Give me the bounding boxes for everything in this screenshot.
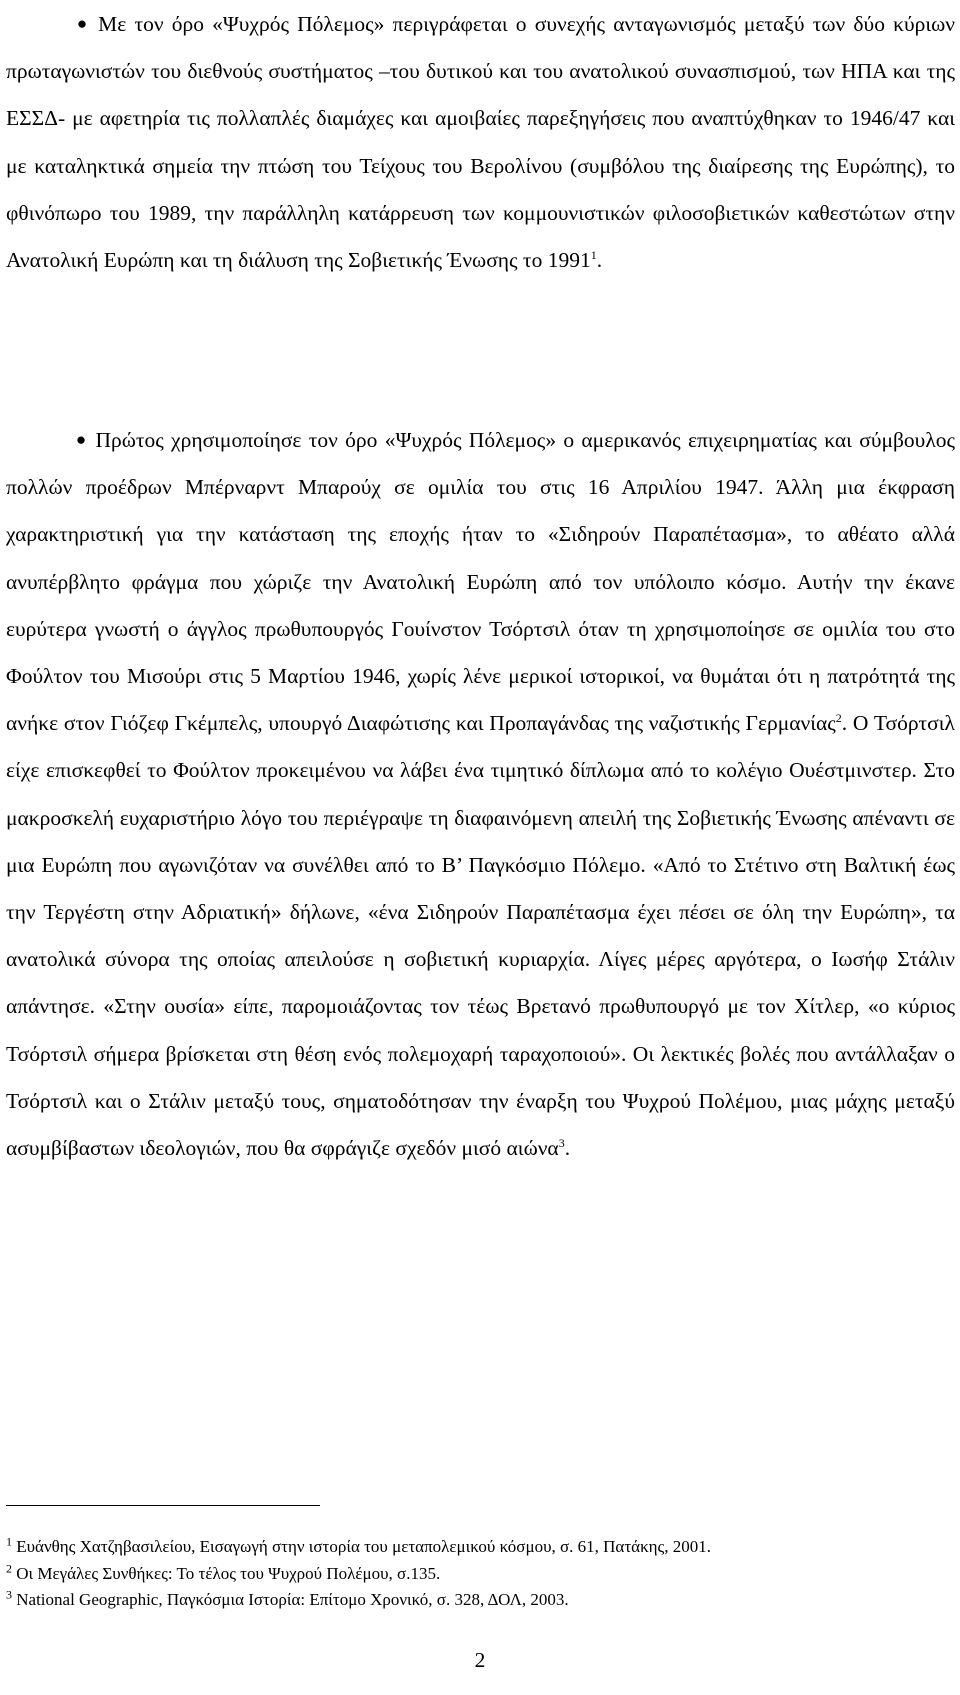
footnote-text: Οι Μεγάλες Συνθήκες: Το τέλος του Ψυχρού Πολέμου, σ.135. (16, 1563, 441, 1583)
page-number: 2 (474, 1648, 486, 1672)
paragraph-text: Με τον όρο «Ψυχρός Πόλεμος» περιγράφεται ο συνεχής ανταγωνισμός μεταξύ των δύο κύριων πρωταγωνιστών του διεθνούς συστήματος –του δυτικού και του ανατολικού συνασπισμού, των ΗΠΑ και της ΕΣΣΔ- με αφετηρία τις πολλαπλές διαμάχες και αμοιβαίες παρεξηγήσεις που αναπτύχθηκαν το 1946/47 και με καταληκτικά σημεία την πτώση του Τείχους του Βερολίνου (συμβόλου της διαίρεσης της Ευρώπης), το φθινόπωρο του 1989, την παράλληλη κατάρρευση των κομμουνιστικών φιλοσοβιετικών καθεστώτων στην Ανατολική Ευρώπη και τη διάλυση της Σοβιετικής Ένωσης το 1991 (6, 12, 956, 273)
footnote-reference: 1 (590, 247, 597, 262)
footnote (6, 1534, 955, 1561)
footnote-text: National Geographic, Παγκόσμια Ιστορία: Επίτομο Χρονικό, σ. 328, ΔΟΛ, 2003. (16, 1590, 569, 1609)
paragraph-term-origin (6, 416, 955, 1172)
bullet-icon: ● (74, 430, 89, 449)
paragraph-text-continued: . Ο Τσόρτσιλ είχε επισκεφθεί το Φούλτον προκειμένου να λάβει ένα τιμητικό δίπλωμα από το κολέγιο Ουέστμινστερ. Στο μακροσκελή ευχαριστήριο λόγο του περιέγραψε τη διαφαινόμενη απειλή της Σοβιετικής Ένωσης απέναντι σε μια Ευρώπη που αγωνιζόταν να συνέλθει από το Β’ Παγκόσμιο Πόλεμο. «Από το Στέτινο στη Βαλτική έως την Τεργέστη στην Αδριατική» δήλωνε, «ένα Σιδηρούν Παραπέτασμα έχει πέσει σε όλη την Ευρώπη», τα ανατολικά σύνορα της οποίας απειλούσε η σοβιετική κυριαρχία. Λίγες μέρες αργότερα, ο Ιωσήφ Στάλιν απάντησε. «Στην ουσία» είπε, παρομοιάζοντας τον τέως Βρετανό πρωθυπουργό με τον Χίτλερ, «ο κύριος Τσόρτσιλ σήμερα βρίσκεται στη θέση ενός πολεμοχαρή ταραχοποιού». Οι λεκτικές βολές που αντάλλαξαν ο Τσόρτσιλ και ο Στάλιν μεταξύ τους, σηματοδότησαν την έναρξη του Ψυχρού Πολέμου, μιας μάχης μεταξύ ασυμβίβαστων ιδεολογιών, που θα σφράγιζε σχεδόν μισό αιώνα (6, 711, 955, 1161)
footnote-separator (6, 1505, 320, 1506)
footnotes (6, 1534, 955, 1614)
footnote-number: 2 (6, 1560, 12, 1575)
paragraph-tail: . (596, 248, 603, 273)
footnote-number: 3 (6, 1587, 12, 1602)
footnote-reference: 2 (835, 711, 842, 726)
footnote (6, 1587, 955, 1614)
footnote (6, 1561, 955, 1588)
bullet-icon: ● (74, 14, 90, 33)
footnote-text: Ευάνθης Χατζηβασιλείου, Εισαγωγή στην ιστορία του μεταπολεμικού κόσμου, σ. 61, Πατάκης, 2001. (16, 1537, 712, 1556)
footnote-number: 1 (6, 1534, 12, 1549)
paragraph-cold-war-definition (6, 0, 955, 284)
footnote-reference: 3 (558, 1135, 565, 1150)
paragraph-tail: . (564, 1136, 571, 1161)
paragraph-text: Πρώτος χρησιμοποίησε τον όρο «Ψυχρός Πόλεμος» ο αμερικανός επιχειρηματίας και σύμβουλος πολλών προέδρων Μπέρναρντ Μπαρούχ σε ομιλία του στις 16 Απριλίου 1947. Άλλη μια έκφραση χαρακτηριστική για την κατάσταση της εποχής ήταν το «Σιδηρούν Παραπέτασμα», το αθέατο αλλά ανυπέρβλητο φράγμα που χώριζε την Ανατολική Ευρώπη από τον υπόλοιπο κόσμο. Αυτήν την έκανε ευρύτερα γνωστή ο άγγλος πρωθυπουργός Γουίνστον Τσόρτσιλ όταν τη χρησιμοποίησε σε ομιλία του στο Φούλτον του Μισούρι στις 5 Μαρτίου 1946, χωρίς λένε μερικοί ιστορικοί, να θυμάται ότι η πατρότητά της ανήκε στον Γιόζεφ Γκέμπελς, υπουργό Διαφώτισης και Προπαγάνδας της ναζιστικής Γερμανίας (6, 428, 956, 736)
